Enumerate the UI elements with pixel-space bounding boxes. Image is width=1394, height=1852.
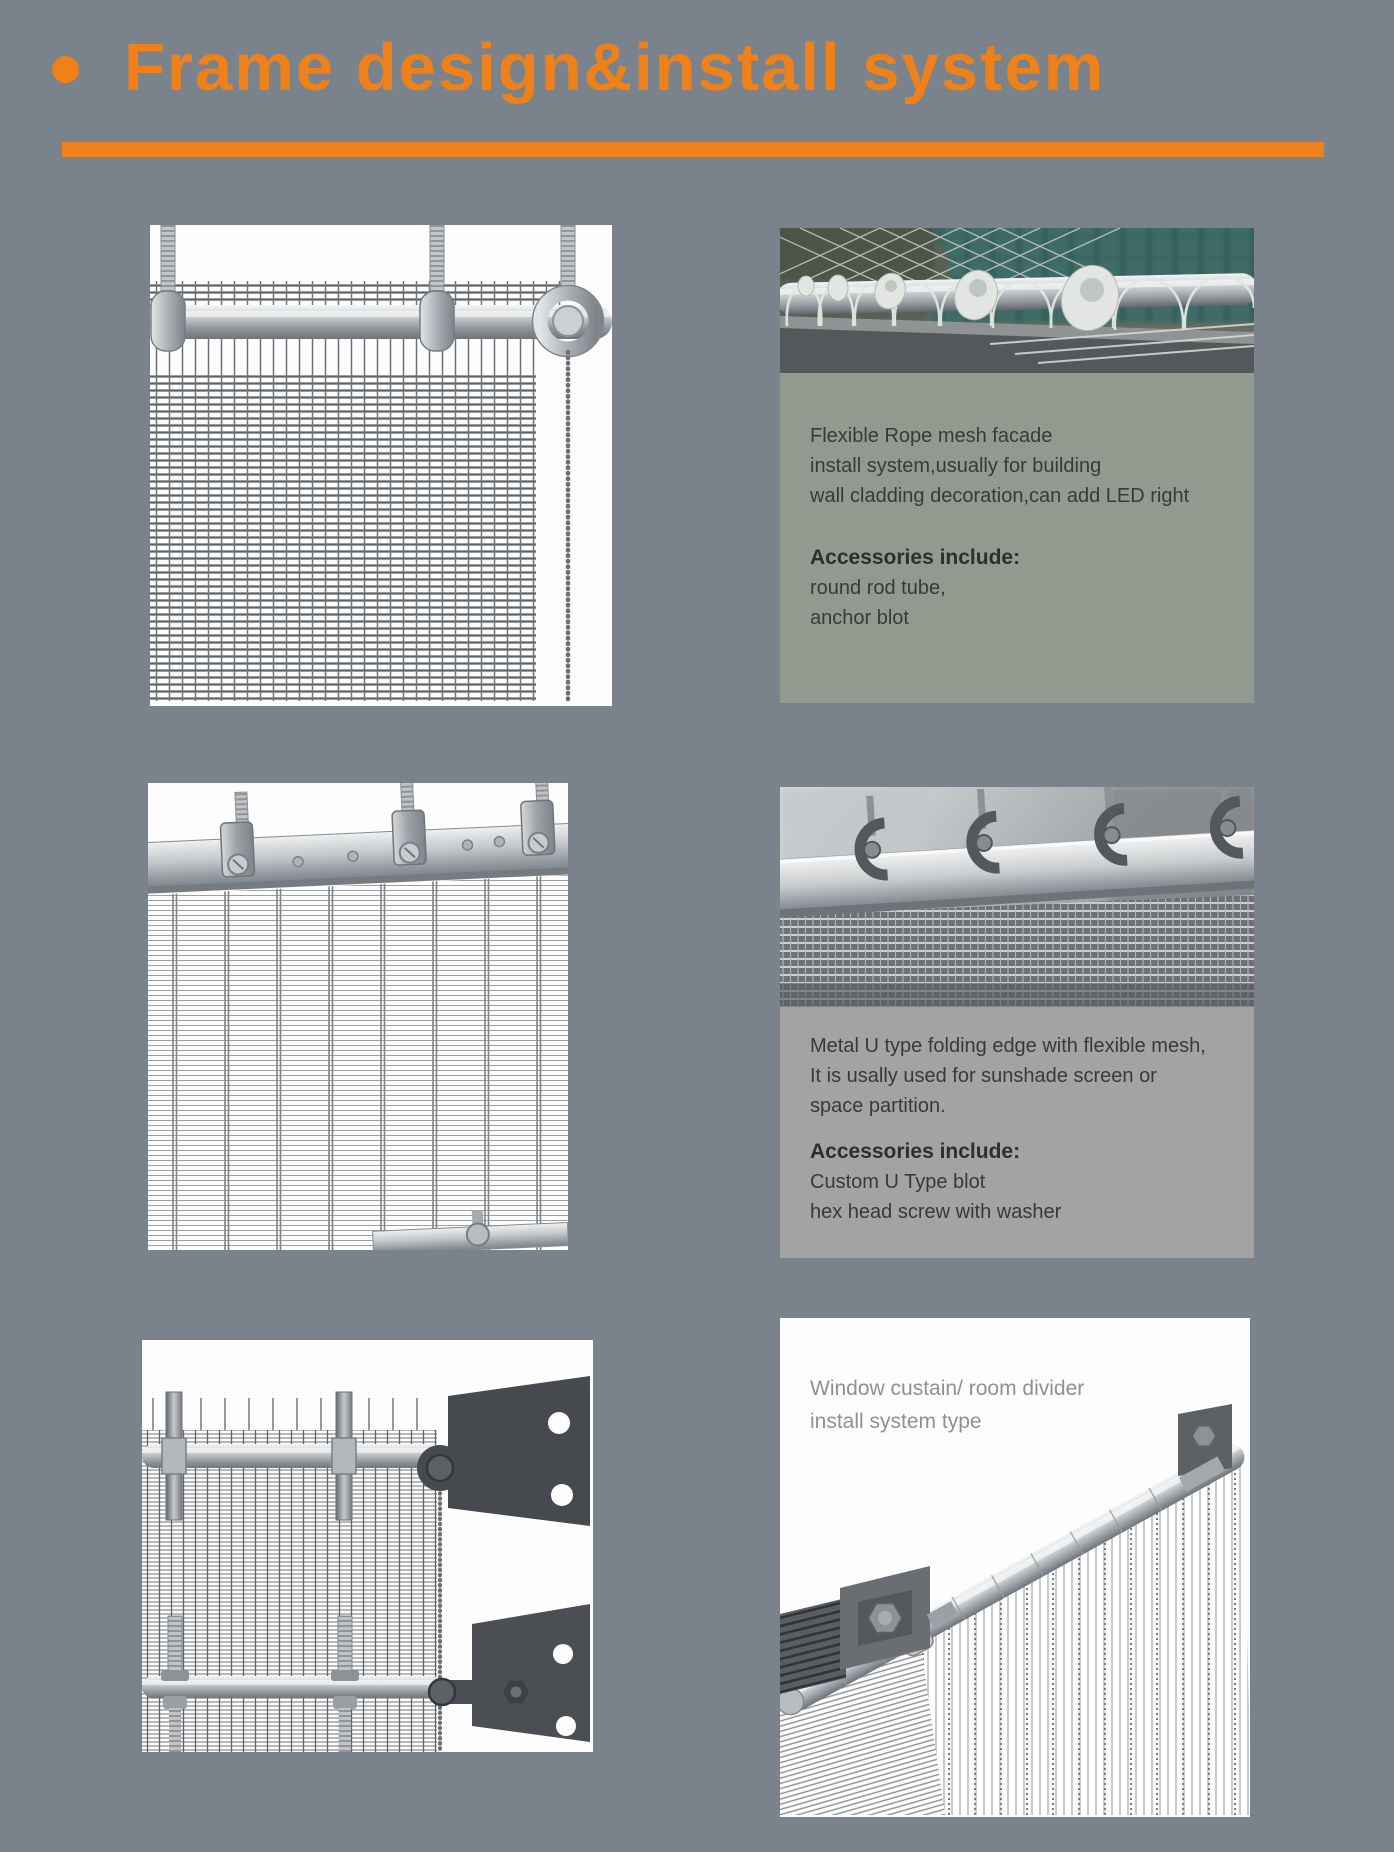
u-type-text-panel [780, 1007, 1254, 1258]
accessory-item: hex head screw with washer [810, 1201, 1062, 1223]
description-line: wall cladding decoration,can add LED right [810, 485, 1190, 507]
caption-line: install system type [810, 1410, 982, 1433]
curtain-hardware-render-graphic [142, 1340, 593, 1752]
description-line: Metal U type folding edge with flexible mesh, [810, 1035, 1206, 1057]
bullet-icon [52, 56, 79, 83]
page-title: Frame design&install system [124, 30, 1106, 105]
accessory-item: round rod tube, [810, 577, 946, 599]
window-curtain-panel [780, 1318, 1250, 1817]
u-type-edge-closeup-photo [780, 787, 1254, 1007]
description-line: space partition. [810, 1095, 946, 1117]
u-type-accessories [810, 1137, 1234, 1227]
accessory-item: anchor blot [810, 607, 909, 629]
u-type-photo-graphic [780, 787, 1254, 1007]
rope-facade-photo-graphic [780, 228, 1254, 373]
caption-line: Window custain/ room divider [810, 1377, 1085, 1400]
u-type-description [810, 1031, 1234, 1121]
u-type-edge-render [148, 783, 568, 1250]
rope-facade-accessories [810, 543, 1230, 633]
accessory-item: Custom U Type blot [810, 1171, 986, 1193]
description-line: install system,usually for building [810, 455, 1102, 477]
rope-mesh-hanging-render [150, 225, 612, 706]
accessories-heading: Accessories include: [810, 1140, 1021, 1163]
orange-rule [62, 142, 1324, 157]
description-line: Flexible Rope mesh facade [810, 425, 1053, 447]
accessories-heading: Accessories include: [810, 546, 1021, 569]
u-type-edge-render-graphic [148, 783, 568, 1250]
rope-facade-installation-photo [780, 228, 1254, 373]
rope-mesh-hanging-render-graphic [150, 225, 612, 706]
description-line: It is usally used for sunshade screen or [810, 1065, 1157, 1087]
rope-facade-text-panel [780, 373, 1254, 703]
curtain-hardware-render [142, 1340, 593, 1752]
rope-facade-description [810, 421, 1230, 511]
window-curtain-caption [810, 1372, 1084, 1438]
